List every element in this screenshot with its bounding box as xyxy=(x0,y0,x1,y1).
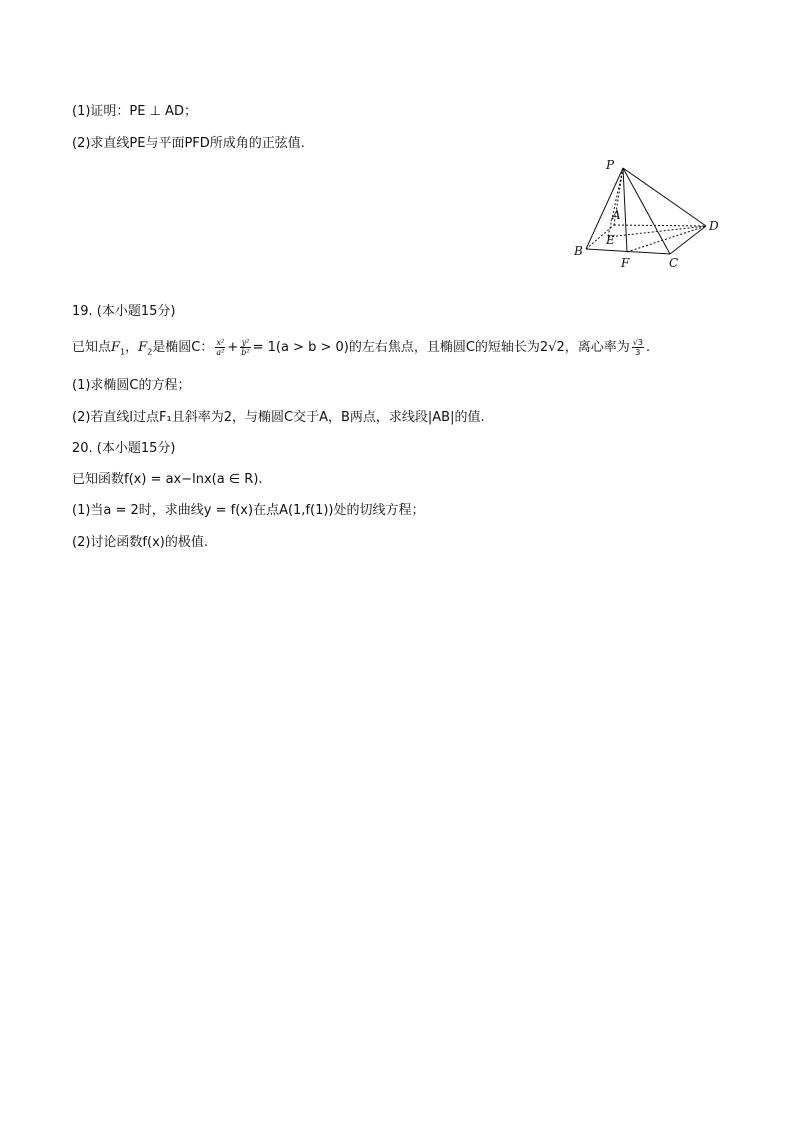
q19-stem xyxy=(72,338,650,362)
frac-y2: y² xyxy=(241,338,250,347)
frac-b2: b² xyxy=(241,348,250,357)
q19-plus: + xyxy=(227,340,239,355)
q19-sep: ， xyxy=(125,340,139,355)
f1-subscript: 1 xyxy=(120,347,126,357)
frac-three: 3 xyxy=(635,348,641,357)
label-E: E xyxy=(606,233,615,247)
label-D: D xyxy=(709,219,719,233)
q18-part2: (2)求直线PE与平面PFD所成角的正弦值. xyxy=(72,136,305,151)
q18-part1: (1)证明：PE ⊥ AD； xyxy=(72,104,197,119)
label-C: C xyxy=(669,256,679,270)
f2-subscript: 2 xyxy=(147,347,153,357)
q19-c-colon: C： xyxy=(191,340,214,355)
q20-part2: (2)讨论函数f(x)的极值. xyxy=(72,535,208,550)
label-A: A xyxy=(612,208,621,222)
q19-header: 19. (本小题15分) xyxy=(72,304,176,319)
frac-a2: a² xyxy=(216,348,225,357)
frac-x2: x² xyxy=(216,338,225,347)
edge-PF xyxy=(623,168,627,252)
edge-AD xyxy=(614,225,706,226)
q19-part2: (2)若直线l过点F₁且斜率为2，与椭圆C交于A，B两点，求线段|AB|的值. xyxy=(72,410,485,425)
q19-eq-tail: = 1(a > b > 0) xyxy=(252,340,349,355)
sqrt3-over-3 xyxy=(632,338,644,357)
edge-PC xyxy=(623,168,670,254)
edge-PD xyxy=(623,168,706,226)
pyramid-diagram xyxy=(570,155,730,275)
q19-stem-mid: 的左右焦点，且椭圆C的短轴长为2√2，离心率为 xyxy=(348,340,630,355)
label-F: F xyxy=(621,256,630,270)
edge-PE xyxy=(608,168,623,237)
edge-ED xyxy=(608,226,706,237)
f2-symbol: F xyxy=(138,340,148,355)
q19-part1: (1)求椭圆C的方程； xyxy=(72,378,191,393)
q19-period: . xyxy=(645,340,651,355)
label-P: P xyxy=(606,158,615,172)
edge-CD xyxy=(670,226,706,254)
x2-over-a2 xyxy=(215,338,225,357)
q19-stem-pre: 已知点 xyxy=(72,340,112,355)
q19-is-ellipse: 是椭圆 xyxy=(152,340,192,355)
q20-header: 20. (本小题15分) xyxy=(72,441,176,456)
q20-part1: (1)当a = 2时，求曲线y = f(x)在点A(1,f(1))处的切线方程； xyxy=(72,503,425,518)
y2-over-b2 xyxy=(240,338,250,357)
f1-symbol: F xyxy=(111,340,121,355)
q20-stem: 已知函数f(x) = ax−lnx(a ∈ R). xyxy=(72,472,263,487)
pyramid-figure xyxy=(570,155,730,275)
label-B: B xyxy=(574,244,583,258)
frac-sqrt3: √3 xyxy=(632,338,643,347)
